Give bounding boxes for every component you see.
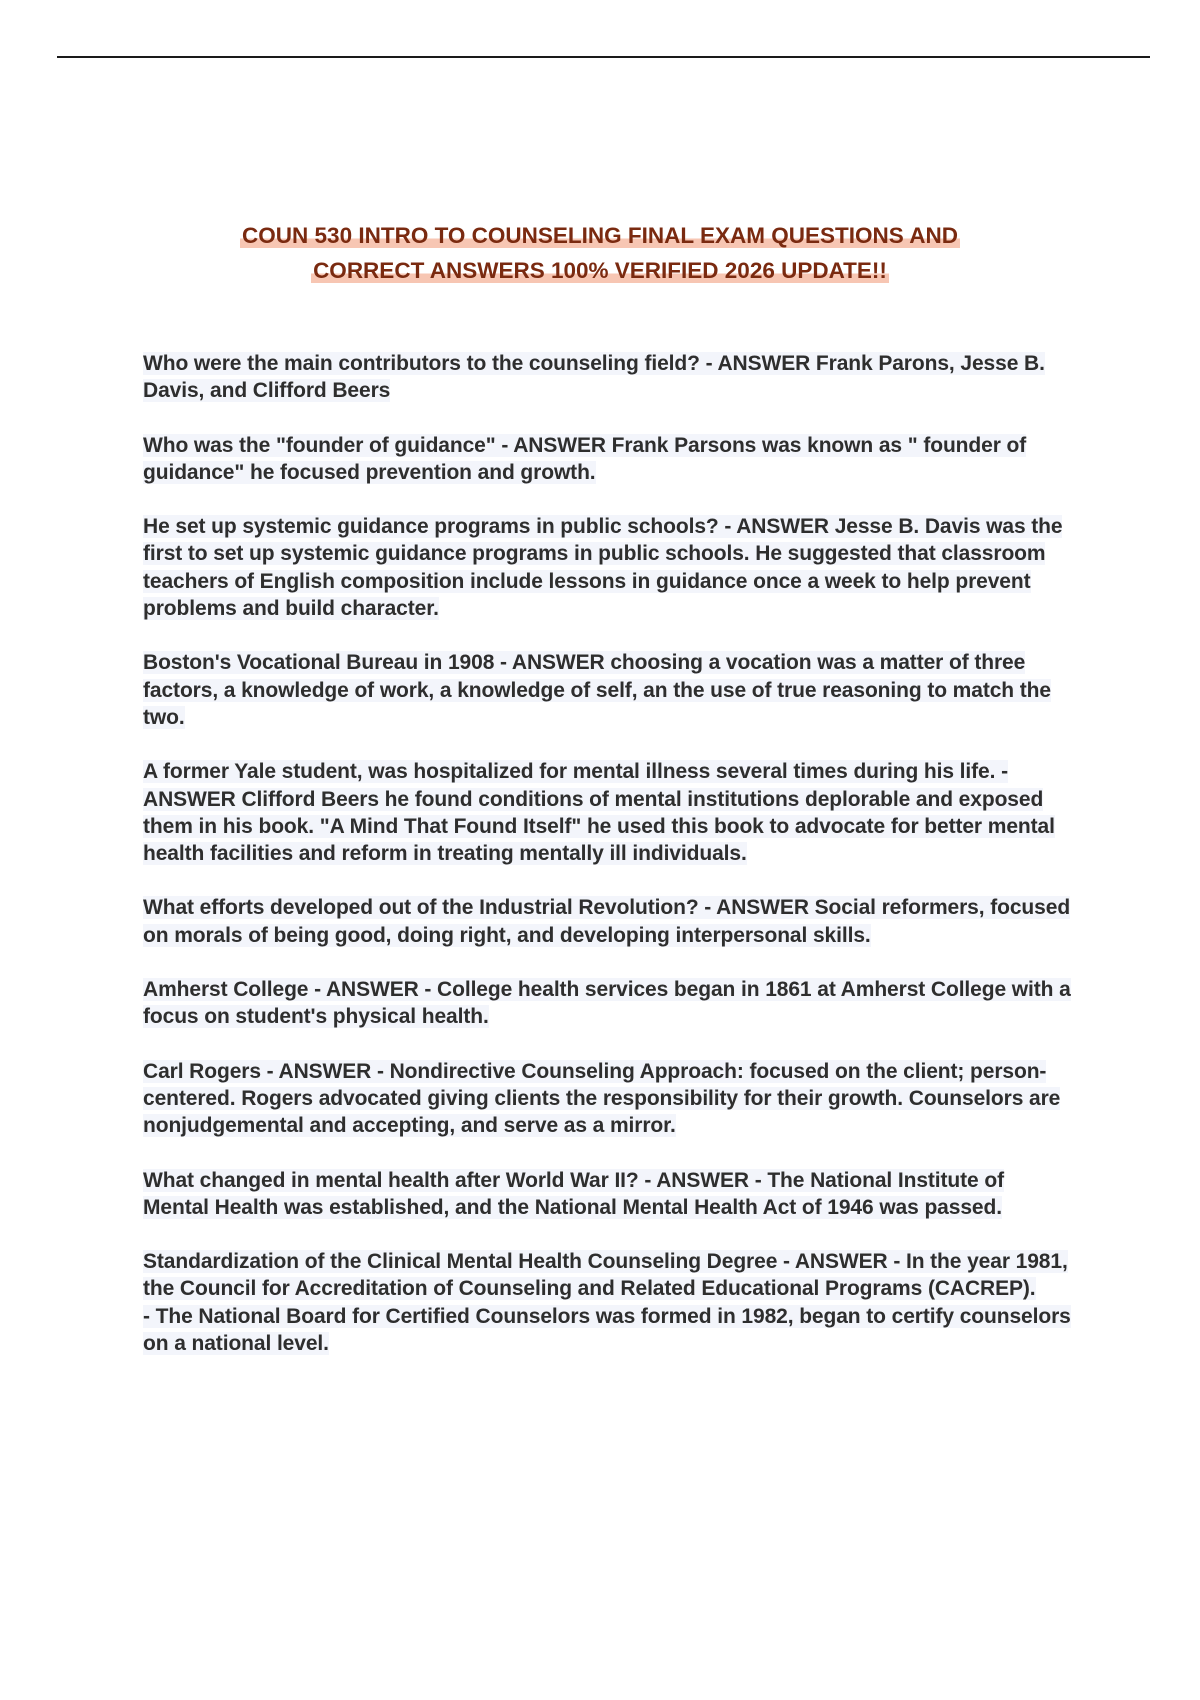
top-divider xyxy=(57,56,1150,58)
qa-item xyxy=(143,976,1073,1031)
qa-text: Boston's Vocational Bureau in 1908 - ANSWER choosing a vocation was a matter of three factors, a knowledge of work, a knowledge of self, an the use of true reasoning to match the two. xyxy=(143,651,1051,729)
qa-item xyxy=(143,432,1073,487)
document-title xyxy=(100,218,1100,288)
qa-text: He set up systemic guidance programs in public schools? - ANSWER Jesse B. Davis was the first to set up systemic guidance programs in public schools. He suggested that classroom teachers of English composition include lessons in guidance once a week to help prevent problems and build character. xyxy=(143,515,1063,621)
qa-text-continued: - The National Board for Certified Counselors was formed in 1982, began to certify counselors on a national level. xyxy=(143,1304,1071,1356)
qa-item xyxy=(143,1248,1073,1357)
qa-item xyxy=(143,649,1073,731)
qa-text: Carl Rogers - ANSWER - Nondirective Counseling Approach: focused on the client; person-centered. Rogers advocated giving clients the responsibility for their growth. Counselors are nonjudgemental and accepting, and serve as a mirror. xyxy=(143,1059,1061,1138)
qa-text: Standardization of the Clinical Mental Health Counseling Degree - ANSWER - In the year 1981, the Council for Accreditation of Counseling and Related Educational Programs (CACREP). xyxy=(143,1250,1068,1301)
qa-text: Amherst College - ANSWER - College health services began in 1861 at Amherst College with a focus on student's physical health. xyxy=(143,978,1071,1029)
title-line-1: COUN 530 INTRO TO COUNSELING FINAL EXAM QUESTIONS AND xyxy=(242,223,958,248)
qa-text: What efforts developed out of the Industrial Revolution? - ANSWER Social reformers, focused on morals of being good, doing right, and developing interpersonal skills. xyxy=(143,896,1071,947)
qa-item xyxy=(143,894,1073,949)
qa-item xyxy=(143,350,1073,405)
qa-item xyxy=(143,1058,1073,1140)
qa-item xyxy=(143,758,1073,867)
qa-text: Who was the "founder of guidance" - ANSWER Frank Parsons was known as " founder of guidance" he focused prevention and growth. xyxy=(143,433,1027,484)
qa-item xyxy=(143,513,1073,622)
title-line-2: CORRECT ANSWERS 100% VERIFIED 2026 UPDATE!! xyxy=(313,258,887,283)
qa-item xyxy=(143,1167,1073,1222)
qa-text: A former Yale student, was hospitalized for mental illness several times during his life. - ANSWER Clifford Beers he found conditions of mental institutions deplorable and exposed them in his book. "A Mind That Found Itself" he used this book to advocate for better mental health facilities and reform in treating mentally ill individuals. xyxy=(143,760,1055,866)
qa-text: Who were the main contributors to the counseling field? - ANSWER Frank Parons, Jesse B. Davis, and Clifford Beers xyxy=(143,352,1045,403)
qa-list xyxy=(143,350,1073,1384)
qa-text: What changed in mental health after World War II? - ANSWER - The National Institute of Mental Health was established, and the National Mental Health Act of 1946 was passed. xyxy=(143,1168,1004,1219)
